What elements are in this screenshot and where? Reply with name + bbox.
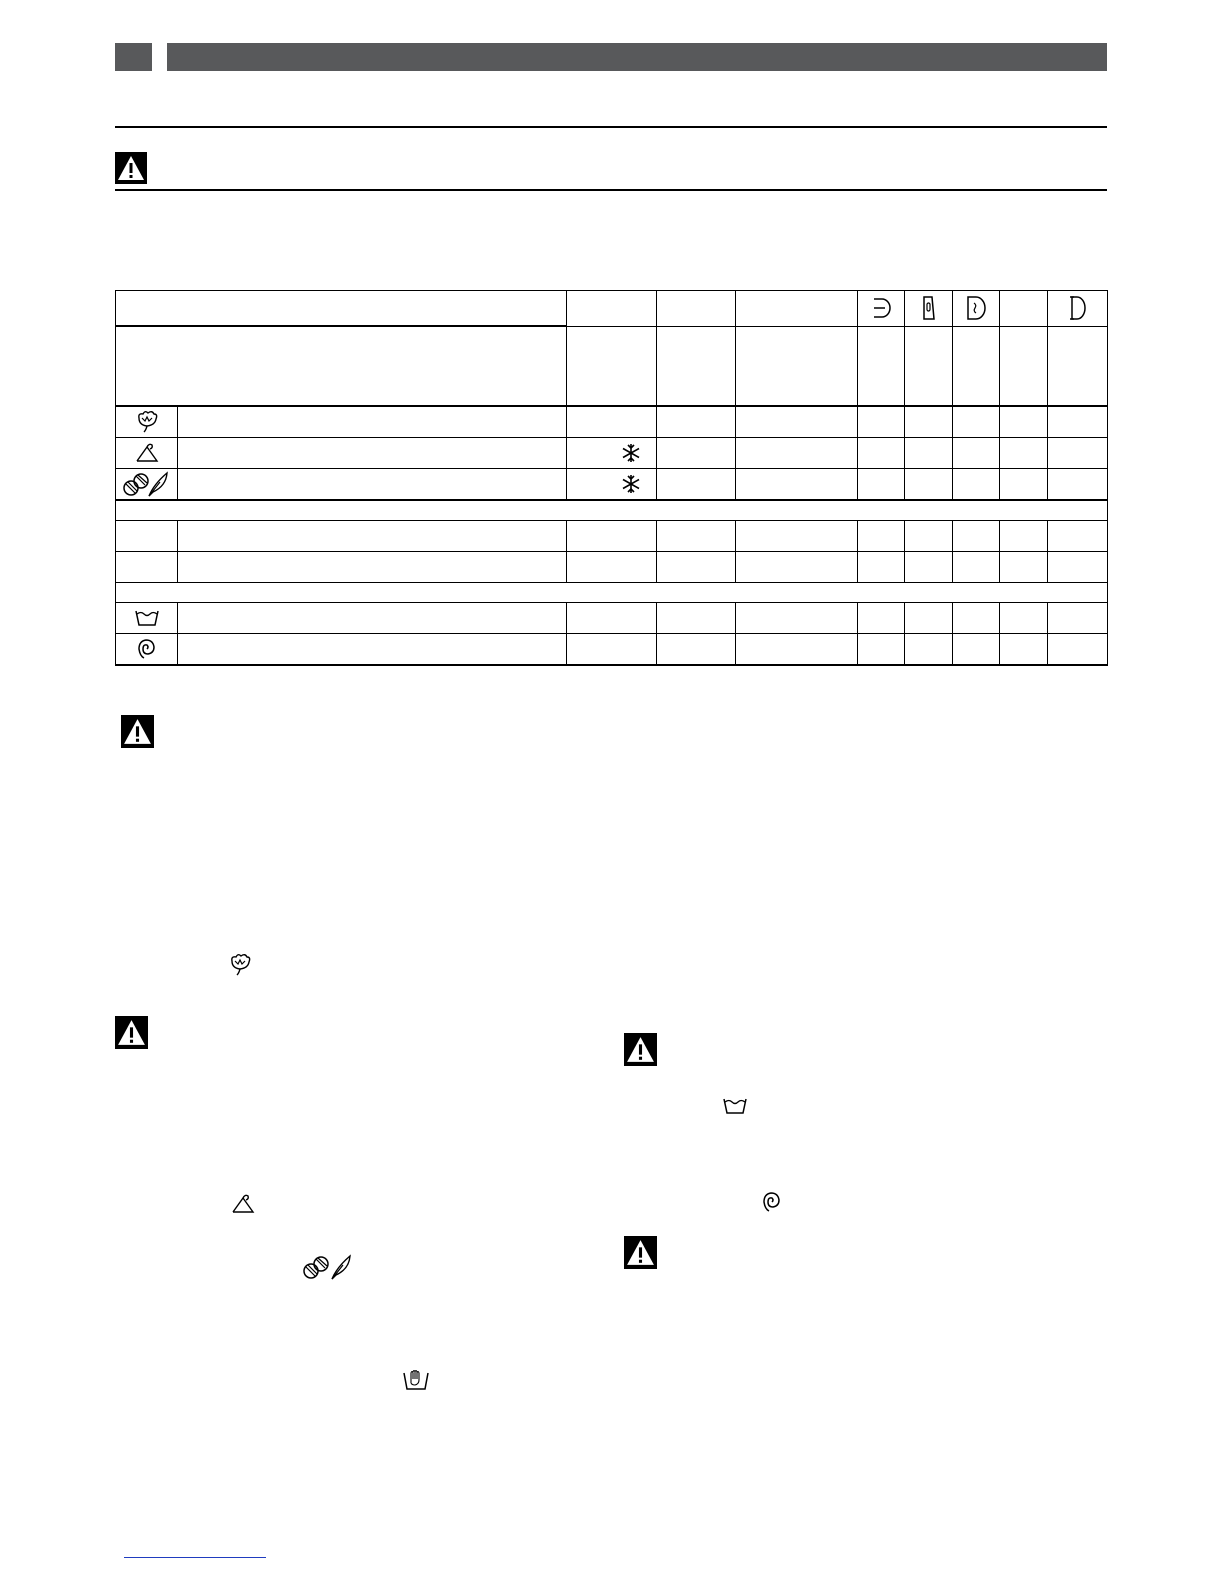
- col-header-5: [736, 291, 858, 327]
- snowflake-icon: [567, 438, 657, 469]
- table-row: [116, 469, 1108, 501]
- iron-dry-icon: [905, 291, 953, 327]
- col-header-4: [657, 291, 736, 327]
- synthetics-icon: [116, 438, 178, 469]
- rinse-icon: [116, 603, 178, 634]
- snowflake-icon: [567, 469, 657, 501]
- table-row: [116, 603, 1108, 634]
- warning-triangle-icon: [121, 715, 154, 748]
- table-separator-row: [116, 500, 1108, 521]
- wool-feather-icon: [116, 469, 178, 501]
- cupboard-dry-icon: [953, 291, 1000, 327]
- table-row: [116, 552, 1108, 583]
- extra-dry-icon: [1048, 291, 1108, 327]
- synthetics-icon: [230, 1192, 256, 1216]
- table-row: [116, 521, 1108, 552]
- header-desc: [116, 326, 567, 406]
- section-bottom-rule: [115, 189, 1107, 191]
- cotton-icon: [116, 406, 178, 438]
- table-row: [116, 634, 1108, 666]
- header-bar: [167, 43, 1107, 71]
- wool-feather-icon: [302, 1253, 354, 1281]
- cotton-icon: [227, 952, 253, 978]
- col-header-3: [567, 291, 657, 327]
- table-row: [116, 438, 1108, 469]
- warning-triangle-icon: [624, 1033, 657, 1066]
- warning-triangle-icon: [115, 152, 147, 184]
- table-separator-row: [116, 583, 1108, 603]
- programme-column-header: [116, 291, 567, 327]
- programme-table: [115, 290, 1108, 666]
- warning-triangle-icon: [115, 1016, 148, 1049]
- spin-icon: [116, 634, 178, 666]
- page-number-box: [115, 43, 152, 71]
- spin-icon: [760, 1190, 784, 1214]
- table-row: [116, 406, 1108, 438]
- rinse-icon: [722, 1096, 748, 1116]
- dry-cold-icon: [858, 291, 905, 327]
- warning-triangle-icon: [624, 1236, 657, 1269]
- section-top-rule: [115, 126, 1107, 128]
- hand-wash-icon: [402, 1367, 430, 1393]
- col-header-blank: [1000, 291, 1048, 327]
- footnote-rule: [124, 1557, 266, 1558]
